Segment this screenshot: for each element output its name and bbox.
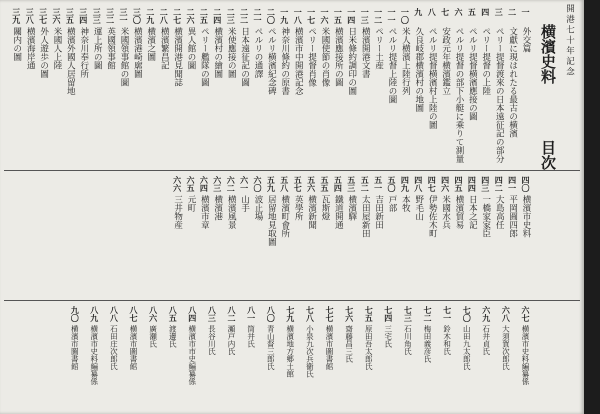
toc-entry-number: 六四	[199, 176, 210, 192]
toc-entry-number: 五四	[333, 176, 344, 192]
toc-entry-number: 六二	[226, 176, 237, 192]
toc-entry-number: 四七	[427, 176, 438, 192]
toc-entry-number: 二一	[253, 8, 263, 24]
toc-entry-number: 五九	[266, 176, 277, 192]
toc-entry-title: 本牧	[400, 195, 411, 212]
toc-entry-title: 横濱海岸通	[25, 27, 36, 70]
toc-entry-number: 六	[454, 8, 464, 16]
toc-entry-number: 八四	[187, 306, 198, 322]
toc-entry-number: 八九	[89, 306, 100, 322]
toc-entry-number: 三五	[65, 8, 76, 24]
toc-entry-number: 三三	[92, 8, 103, 24]
toc-entry-number: 三〇	[132, 8, 143, 24]
toc-entry-title: 横濱市章	[199, 195, 210, 229]
toc-entry-title: 廣瀬氏	[148, 325, 158, 348]
toc-entry-number: 九〇	[70, 306, 81, 322]
toc-entry-title: 筒井氏	[246, 325, 256, 348]
toc-entry-number: 六七	[521, 306, 531, 322]
toc-entry-title: ペルリ提督上陸の圖	[387, 27, 397, 104]
toc-entry-title: 太田屋新田	[360, 195, 371, 238]
toc-entry-number: 八	[427, 8, 438, 16]
toc-entry-number: 七二	[423, 306, 433, 322]
toc-entry-number: 四五	[454, 176, 464, 192]
toc-entry-number: 四二	[494, 176, 505, 192]
toc-entry-number: 一六	[320, 8, 330, 24]
toc-entry-title: 久良岐郡横濱村の地圖	[413, 27, 424, 112]
toc-entry-title: ペリー提督渡來の日本遠征記の部分	[494, 27, 505, 163]
toc-entry-title: ペルリ横濱紀念碑	[266, 27, 277, 95]
toc-entry-number: 二九	[145, 8, 156, 24]
divider-top	[4, 170, 580, 171]
toc-entry-number: 七八	[305, 306, 316, 322]
toc-entry-number: 三六	[52, 8, 62, 24]
toc-entry-title: 齋藤昌三氏	[344, 325, 354, 363]
toc-entry-title: 横濱町會所	[279, 195, 290, 238]
toc-entry-title: 米國領事館の圖	[119, 27, 129, 87]
book-subtitle: 目次	[539, 140, 557, 170]
toc-entry-title: 長谷川氏	[207, 325, 217, 355]
toc-entry-title: 大須賀次郎氏	[501, 325, 511, 370]
toc-entry-title: 原田吾太郎氏	[364, 325, 374, 370]
toc-entry-title: ペルリ提督横濱應接の圖	[467, 27, 478, 121]
toc-entry-title: 米人横濱上陸行列	[400, 27, 411, 95]
toc-entry-number: 八七	[129, 306, 139, 322]
toc-entry-number: 三四	[78, 8, 89, 24]
toc-entry-title: 三宅氏	[383, 325, 393, 348]
toc-entry-title: 日本之記	[467, 195, 478, 229]
toc-entry-number: 四三	[480, 176, 491, 192]
toc-entry-number: 六八	[501, 306, 512, 322]
toc-entry-title: 大島高任	[494, 195, 505, 229]
toc-entry-number: 四六	[440, 176, 451, 192]
divider-bottom	[4, 300, 580, 301]
toc-entry-title: 三井物産	[172, 195, 183, 229]
toc-entry-title: 小泉九次兵衞氏	[305, 325, 315, 378]
toc-entry-number: 二五	[199, 8, 210, 24]
toc-entry-title: 瀬戸内氏	[227, 325, 236, 355]
toc-entry-title: 横濱港	[212, 195, 223, 221]
toc-entry-title: 横濱應接所の圖	[333, 27, 344, 87]
toc-entry-title: 石井貞氏	[481, 325, 491, 355]
toc-entry-title: 日本遠征記の圖	[239, 27, 250, 87]
toc-entry-title: 横濱市史料編纂係	[89, 325, 99, 385]
toc-entry-title: 横濱貿易	[454, 195, 464, 229]
toc-entry-number: 五七	[293, 176, 304, 192]
toc-entry-number: 四	[480, 8, 491, 16]
toc-entry-title: ペルリ提督の部下小艇に乘りて測量	[454, 27, 464, 163]
toc-entry-number: 七九	[285, 306, 296, 322]
toc-entry-title: 横濱風景	[226, 195, 237, 229]
toc-entry-number: 八五	[168, 306, 179, 322]
toc-entry-title: 横濱市史料	[521, 195, 531, 238]
toc-entry-title: ペルリの通譯	[253, 27, 263, 78]
toc-entry-title: 伊勢佐木町	[427, 195, 438, 238]
toc-entry-title: 石川角氏	[403, 325, 413, 355]
toc-entry-title: 關内の圖	[11, 27, 22, 61]
toc-entry-title: 横濱市圖書館	[70, 325, 80, 370]
toc-entry-title: 野毛山	[413, 195, 424, 221]
toc-entry-title: 鐵道開通	[333, 195, 344, 229]
toc-entry-title: 吉田新田	[373, 195, 384, 229]
toc-entry-title: 安政元年横濱鑑立	[440, 27, 451, 95]
toc-entry-number: 七三	[403, 306, 414, 322]
toc-entry-title: 日米條約調印の圖	[346, 27, 357, 95]
toc-entry-title: 横濱村の繪圖	[212, 27, 223, 78]
toc-entry-number: 七五	[364, 306, 375, 322]
toc-entry-title: 米國人上陸	[52, 27, 62, 70]
toc-entry-title: 横濱驛	[346, 195, 357, 221]
toc-entry-title: 元町	[186, 195, 196, 212]
toc-entry-number: 一	[521, 8, 531, 16]
toc-entry-number: 一九	[279, 8, 290, 24]
toc-entry-number: 六五	[186, 176, 196, 192]
toc-entry-title: 横濱市市史編纂係	[187, 325, 197, 385]
toc-entry-title: 米國水兵	[440, 195, 451, 229]
toc-entry-number: 二四	[212, 8, 223, 24]
toc-entry-title: 横濱開港見聞誌	[172, 27, 183, 87]
toc-entry-number: 一八	[293, 8, 304, 24]
toc-entry-number: 三七	[38, 8, 49, 24]
toc-entry-title: 渡邊氏	[168, 325, 178, 348]
toc-entry-title: 一橋家家臣	[480, 195, 491, 238]
toc-entry-number: 三	[494, 8, 505, 16]
toc-entry-title: ペルリ提督横濱村上陸の圖	[427, 27, 438, 129]
toc-entry-title: 横濱之圖	[145, 27, 156, 61]
toc-entry-title: ペリー土産	[373, 27, 384, 70]
toc-entry-number: 二二	[239, 8, 250, 24]
toc-entry-number: 五〇	[387, 176, 397, 192]
toc-entry-title: ペリー提督の上陸	[480, 27, 491, 95]
toc-entry-number: 一七	[306, 8, 317, 24]
toc-entry-title: 横濱港崎廓圖	[132, 27, 143, 78]
toc-entry-title: ペリー艦隊の圖	[199, 27, 210, 87]
toc-entry-number: 五	[467, 8, 478, 16]
toc-entry-number: 一二	[373, 8, 384, 24]
toc-entry-number: 二八	[159, 8, 170, 24]
toc-entry-number: 五五	[320, 176, 330, 192]
toc-entry-number: 一〇	[400, 8, 411, 24]
toc-entry-title: 神奈川奉行所	[78, 27, 89, 78]
toc-entry-title: 米使應接の圖	[226, 27, 237, 78]
toc-entry-number: 六三	[212, 176, 223, 192]
toc-entry-title: 外人遊歩の圖	[38, 27, 49, 78]
toc-entry-title: 青山督三郎氏	[266, 325, 276, 370]
toc-entry-number: 六九	[481, 306, 492, 322]
toc-entry-number: 七六	[344, 306, 355, 322]
toc-entry-number: 八八	[109, 306, 120, 322]
toc-entry-number: 二三	[226, 8, 237, 24]
toc-entry-number: 七七	[325, 306, 335, 322]
toc-entry-number: 九	[413, 8, 424, 16]
toc-entry-title: 英學所	[293, 195, 304, 221]
toc-entry-number: 一四	[346, 8, 357, 24]
toc-entry-number: 二七	[172, 8, 183, 24]
toc-entry-title: 横濱繁昌記	[159, 27, 170, 70]
toc-entry-number: 七〇	[462, 306, 473, 322]
toc-entry-number: 二六	[186, 8, 196, 24]
toc-entry-title: ペリー提督肖像	[306, 27, 317, 87]
toc-entry-title: 横濱新聞	[306, 195, 317, 229]
toc-entry-number: 六一	[239, 176, 250, 192]
toc-entry-title: 米國使節の肖像	[320, 27, 330, 87]
toc-entry-title: 山田九太郎氏	[462, 325, 472, 370]
book-title: 横濱史料	[539, 24, 557, 84]
toc-entry-title: 運上所の圖	[92, 27, 103, 70]
toc-entry-title: 居留地見取圖	[266, 195, 277, 246]
toc-entry-number: 一三	[360, 8, 371, 24]
toc-entry-number: 五六	[306, 176, 317, 192]
toc-entry-title: 横濱開港文書	[360, 27, 371, 78]
toc-entry-title: 横濱市圖書館	[129, 325, 138, 370]
toc-entry-number: 二〇	[266, 8, 277, 24]
toc-entry-number: 一五	[333, 8, 344, 24]
toc-entry-title: 波止場	[253, 195, 263, 221]
toc-entry-number: 八三	[207, 306, 218, 322]
toc-entry-number: 四四	[467, 176, 478, 192]
toc-entry-number: 一一	[387, 8, 397, 24]
toc-entry-number: 三一	[119, 8, 129, 24]
toc-entry-number: 七四	[383, 306, 394, 322]
toc-entry-number: 八一	[246, 306, 257, 322]
toc-entry-number: 八二	[227, 306, 237, 322]
toc-entry-number: 七一	[442, 306, 453, 322]
toc-entry-number: 八〇	[266, 306, 277, 322]
toc-entry-title: 戸部	[387, 195, 397, 212]
toc-entry-title: 横濱外國人居留地	[65, 27, 76, 95]
toc-entry-number: 四〇	[521, 176, 531, 192]
toc-entry-number: 六〇	[253, 176, 263, 192]
toc-entry-number: 四八	[413, 176, 424, 192]
toc-entry-title: 英國領事館	[105, 27, 116, 70]
toc-entry-number: 七	[440, 8, 451, 16]
toc-entry-title: 文獻に現はれたる最古の横濱	[507, 27, 518, 138]
toc-entry-title: 山手	[239, 195, 250, 212]
toc-entry-number: 六六	[172, 176, 183, 192]
toc-entry-title: 横濱市圖書館	[325, 325, 334, 370]
toc-entry-title: 神奈川條約の原書	[279, 27, 290, 95]
toc-entry-number: 五一	[373, 176, 384, 192]
toc-entry-number: 四一	[507, 176, 518, 192]
toc-entry-title: 横濱市史料編纂係	[521, 325, 530, 385]
toc-entry-number: 八六	[148, 306, 159, 322]
book-note: 開港七十年記念	[564, 4, 575, 78]
toc-entry-title: 異人館の圖	[186, 27, 196, 70]
toc-entry-number: 三二	[105, 8, 116, 24]
toc-entry-number: 五三	[346, 176, 357, 192]
toc-entry-title: 平岡圓四郎	[507, 195, 518, 238]
toc-entry-title: 横濱市中開港記念	[293, 27, 304, 95]
toc-entry-title: 鈴木和氏	[442, 325, 452, 355]
toc-entry-number: 四九	[400, 176, 411, 192]
toc-entry-number: 三九	[11, 8, 22, 24]
toc-entry-number: 五二	[360, 176, 371, 192]
toc-entry-title: 外交篇	[521, 27, 531, 53]
toc-entry-number: 三八	[25, 8, 36, 24]
toc-entry-title: 瓦斯燈	[320, 195, 330, 221]
toc-entry-title: 横濱地方郷土館	[285, 325, 295, 378]
toc-entry-title: 梅田義彦氏	[423, 325, 432, 363]
toc-entry-number: 二	[507, 8, 518, 16]
toc-entry-number: 五八	[279, 176, 290, 192]
toc-entry-title: 石田庄次郎氏	[109, 325, 119, 370]
